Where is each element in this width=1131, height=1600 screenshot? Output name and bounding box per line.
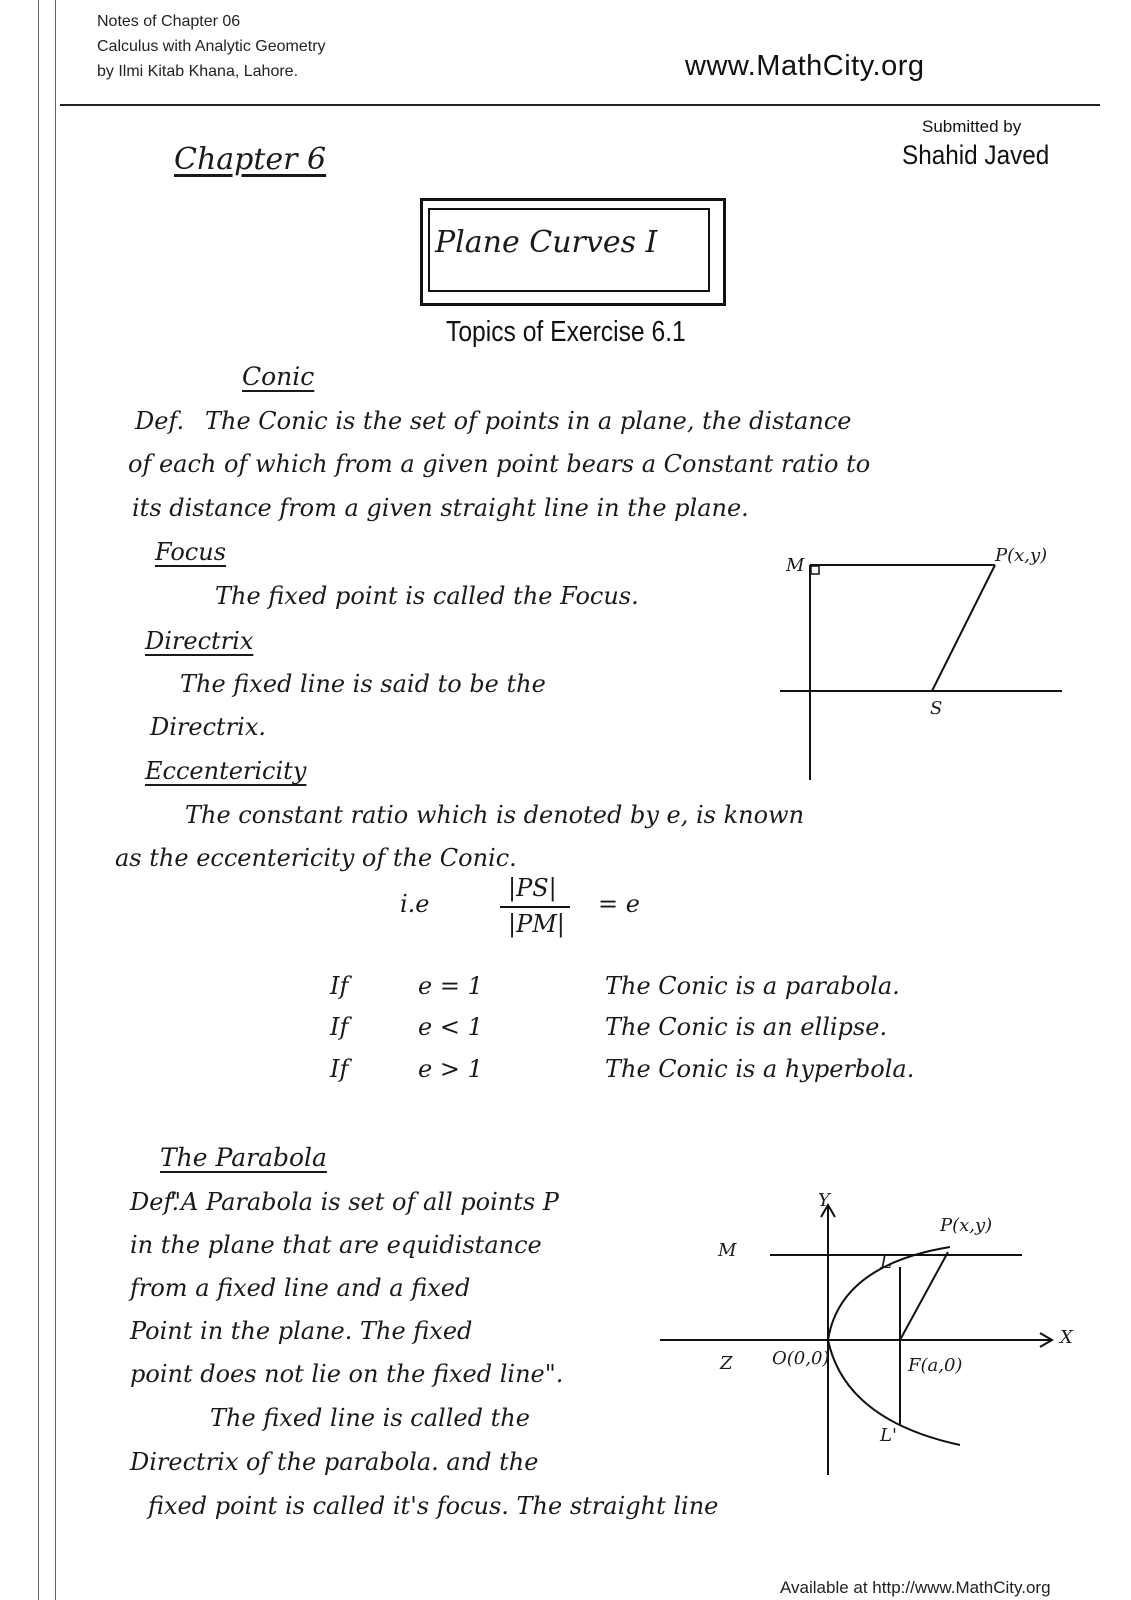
right-angle-mark xyxy=(811,566,819,574)
case-condition: e = 1 xyxy=(418,972,483,1000)
box-title: Plane Curves I xyxy=(435,225,658,260)
publisher: by Ilmi Kitab Khana, Lahore. xyxy=(97,63,299,80)
case-if: If xyxy=(330,1013,349,1041)
conic-def-line: of each of which from a given point bears a Constant ratio to xyxy=(128,450,871,478)
margin-line xyxy=(38,0,39,1600)
case-result: The Conic is a hyperbola. xyxy=(605,1055,915,1083)
case-result: The Conic is a parabola. xyxy=(605,972,900,1000)
case-if: If xyxy=(330,1055,349,1083)
submitted-by-label: Submitted by xyxy=(922,117,1022,136)
parabola-curve xyxy=(828,1247,963,1445)
ratio-equals: = e xyxy=(598,890,640,918)
diagram-label-m: M xyxy=(718,1240,737,1261)
eccentricity-text: The constant ratio which is denoted by e, is known xyxy=(185,801,805,829)
parabola-heading: The Parabola xyxy=(160,1143,327,1172)
parabola-def-line: point does not lie on the fixed line". xyxy=(130,1360,564,1388)
parabola-text: Directrix of the parabola. and the xyxy=(130,1448,539,1476)
eccentricity-text: as the eccentericity of the Conic. xyxy=(115,844,517,872)
diagram-label-l: L xyxy=(880,1252,892,1273)
focus-heading: Focus xyxy=(155,538,227,566)
parabola-text: fixed point is called it's focus. The straight line xyxy=(148,1492,719,1520)
conic-heading: Conic xyxy=(242,362,315,391)
case-result: The Conic is an ellipse. xyxy=(605,1013,888,1041)
chapter-heading: Chapter 6 xyxy=(174,142,327,177)
parabola-def-line: "A Parabola is set of all points P xyxy=(170,1188,559,1216)
header-rule xyxy=(60,104,1100,106)
website-link[interactable]: www.MathCity.org xyxy=(685,50,925,82)
diagram-label-z: Z xyxy=(720,1353,733,1374)
ratio-denominator: |PM| xyxy=(508,910,565,938)
directrix-text: The fixed line is said to be the xyxy=(180,670,546,698)
conic-def-line: its distance from a given straight line in the plane. xyxy=(132,494,749,522)
diagram-label-p: P(x,y) xyxy=(995,545,1048,566)
notes-title: Notes of Chapter 06 xyxy=(97,13,241,30)
pf-line xyxy=(900,1252,948,1340)
fraction-bar xyxy=(500,906,570,908)
topics-title: Topics of Exercise 6.1 xyxy=(446,316,686,348)
ie-label: i.e xyxy=(400,890,430,918)
diagram-label-m: M xyxy=(786,555,805,576)
axis-label-x: X xyxy=(1060,1327,1073,1348)
diagram-label-p: P(x,y) xyxy=(940,1215,993,1236)
diagram-label-focus: F(a,0) xyxy=(908,1355,963,1376)
diagram-label-s: S xyxy=(930,698,943,719)
case-condition: e < 1 xyxy=(418,1013,483,1041)
directrix-text: Directrix. xyxy=(150,713,266,741)
margin-line xyxy=(55,0,56,1600)
book-title: Calculus with Analytic Geometry xyxy=(97,38,326,55)
ratio-numerator: |PS| xyxy=(508,874,557,902)
conic-def-line: The Conic is the set of points in a plane, the distance xyxy=(205,407,852,435)
ps-line xyxy=(932,565,995,691)
focus-text: The fixed point is called the Focus. xyxy=(215,582,639,610)
case-condition: e > 1 xyxy=(418,1055,483,1083)
parabola-def-line: Point in the plane. The fixed xyxy=(130,1317,473,1345)
submitter-name: Shahid Javed xyxy=(902,140,1050,170)
parabola-text: The fixed line is called the xyxy=(210,1404,530,1432)
footer-availability[interactable]: Available at http://www.MathCity.org xyxy=(780,1578,1051,1597)
axis-label-y: Y xyxy=(818,1190,830,1211)
conic-def-label: Def. xyxy=(135,407,185,435)
diagram-label-origin: O(0,0) xyxy=(772,1348,830,1369)
directrix-heading: Directrix xyxy=(145,627,254,655)
eccentricity-heading: Eccentericity xyxy=(145,757,307,785)
conic-diagram xyxy=(780,545,1080,795)
diagram-label-l-prime: L' xyxy=(880,1425,897,1446)
parabola-def-label: Def. xyxy=(130,1188,180,1216)
parabola-def-line: from a fixed line and a fixed xyxy=(130,1274,471,1302)
parabola-def-line: in the plane that are equidistance xyxy=(130,1231,542,1259)
case-if: If xyxy=(330,972,349,1000)
